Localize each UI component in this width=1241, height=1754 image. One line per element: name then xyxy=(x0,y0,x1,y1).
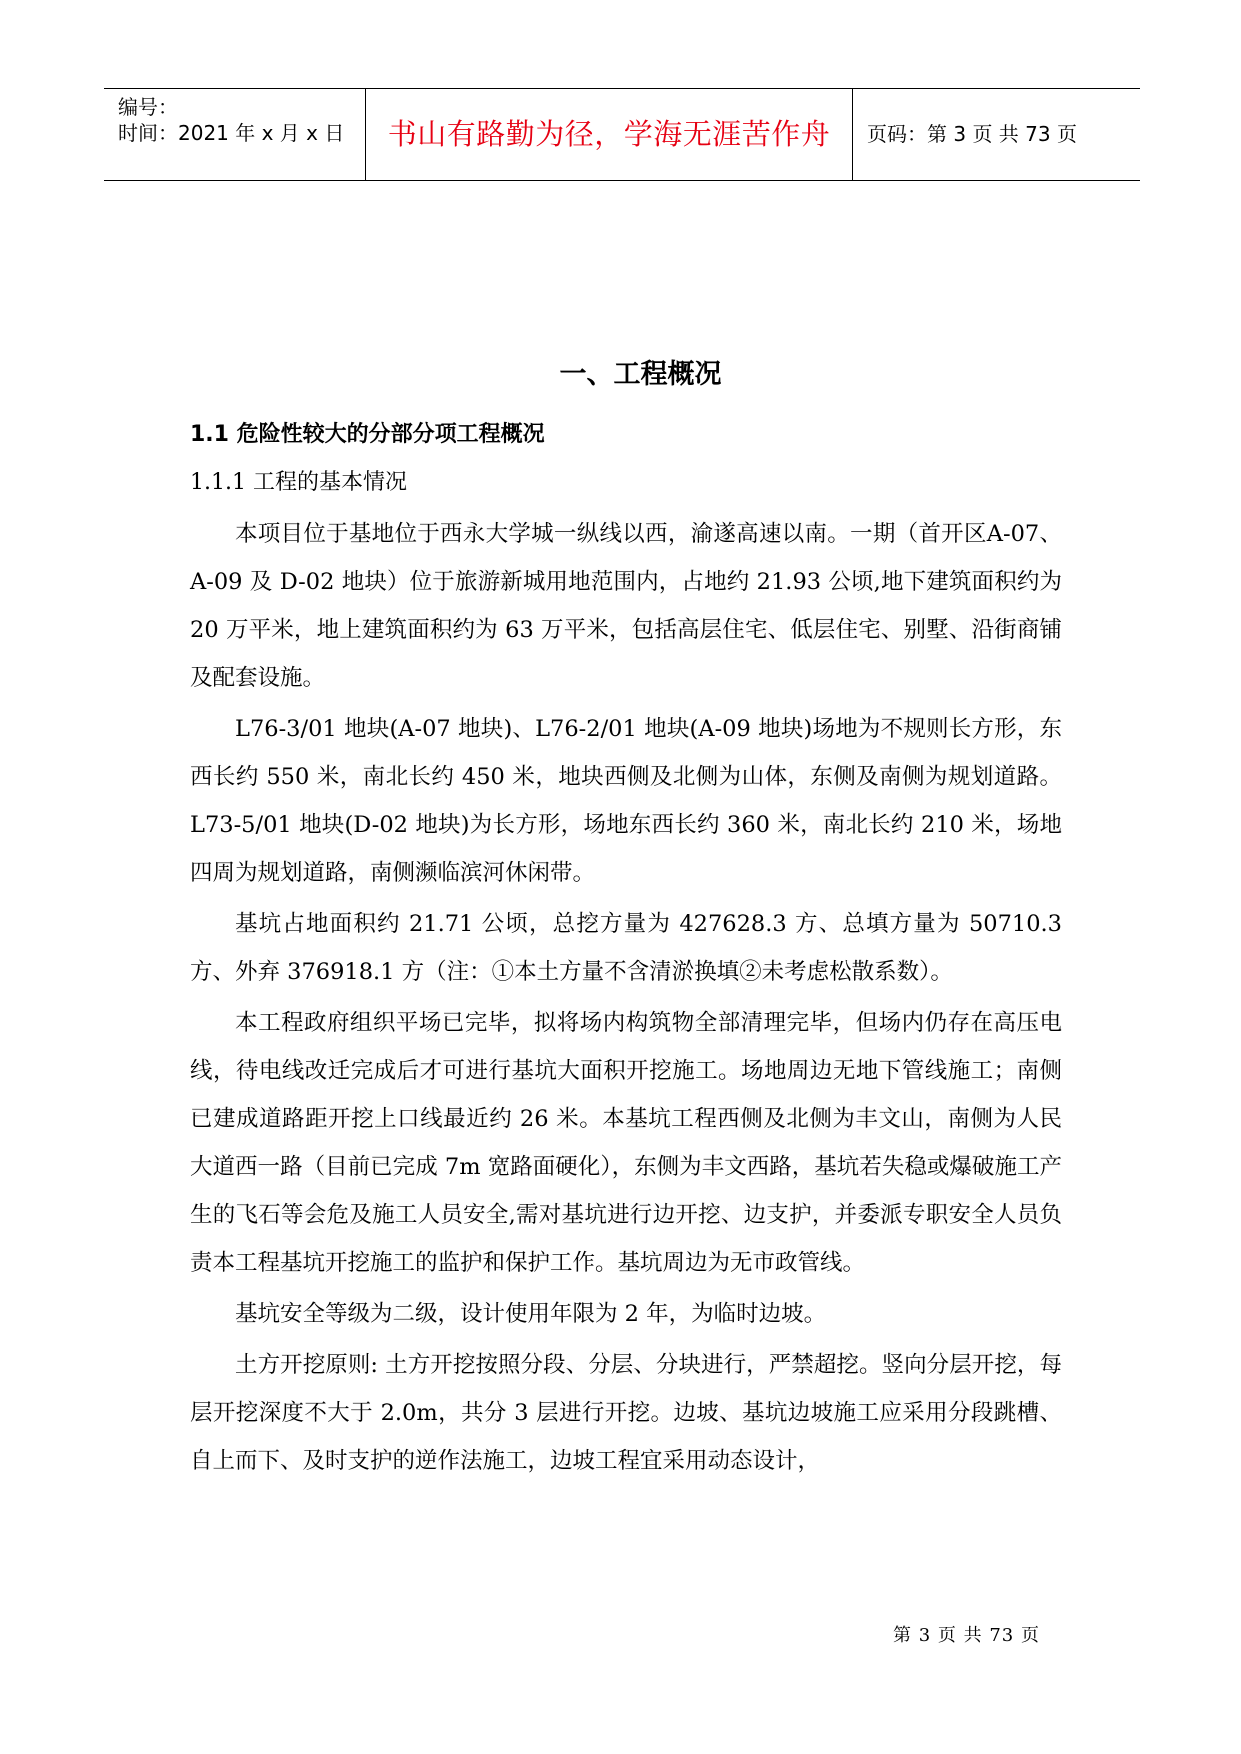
document-time-label: 时间：2021 年 x 月 x 日 xyxy=(118,121,345,145)
page-header xyxy=(104,88,1140,181)
paragraph: 本项目位于基地位于西永大学城一纵线以西，渝遂高速以南。一期（首开区A-07、A-09 及 D-02 地块）位于旅游新城用地范围内，占地约 21.93 公顷,地下建筑面积约为 20 万平米，地上建筑面积约为 63 万平米，包括高层住宅、低层住宅、别墅、沿街商铺及配套设施。 xyxy=(190,521,1062,691)
paragraph: 基坑占地面积约 21.71 公顷，总挖方量为 427628.3 方、总填方量为 50710.3 方、外弃 376918.1 方（注：①本土方量不含清淤换填②未考虑松散系数）。 xyxy=(190,911,1062,985)
paragraph: 土方开挖原则: 土方开挖按照分段、分层、分块进行，严禁超挖。竖向分层开挖，每层开挖深度不大于 2.0m，共分 3 层进行开挖。边坡、基坑边坡施工应采用分段跳槽、自上而下、及时支护的逆作法施工，边坡工程宜采用动态设计， xyxy=(190,1352,1062,1474)
document-body xyxy=(190,510,1062,1488)
document-number-label: 编号： xyxy=(118,95,178,119)
chapter-title: 一、工程概况 xyxy=(559,359,722,390)
paragraph: 本工程政府组织平场已完毕，拟将场内构筑物全部清理完毕，但场内仍存在高压电线，待电线改迁完成后才可进行基坑大面积开挖施工。场地周边无地下管线施工；南侧已建成道路距开挖上口线最近约 26 米。本基坑工程西侧及北侧为丰文山，南侧为人民大道西一路（目前已完成 7m 宽路面硬化），东侧为丰文西路，基坑若失稳或爆破施工产生的飞石等会危及施工人员安全,需对基坑进行边开挖、边支护，并委派专职安全人员负责本工程基坑开挖施工的监护和保护工作。基坑周边为无市政管线。 xyxy=(190,1010,1062,1276)
header-page-info: 页码：第 3 页 共 73 页 xyxy=(867,122,1077,146)
subsection-title: 1.1.1 工程的基本情况 xyxy=(190,470,407,495)
paragraph: L76-3/01 地块(A-07 地块)、L76-2/01 地块(A-09 地块)场地为不规则长方形，东西长约 550 米，南北长约 450 米，地块西侧及北侧为山体，东侧及南侧为规划道路。L73-5/01 地块(D-02 地块)为长方形，场地东西长约 360 米，南北长约 210 米，场地四周为规划道路，南侧濒临滨河休闲带。 xyxy=(190,716,1062,886)
page-footer: 第 3 页 共 73 页 xyxy=(893,1625,1040,1646)
section-title: 1.1 危险性较大的分部分项工程概况 xyxy=(190,422,545,447)
header-meta xyxy=(104,89,366,180)
header-motto: 书山有路勤为径，学海无涯苦作舟 xyxy=(366,89,853,180)
paragraph: 基坑安全等级为二级，设计使用年限为 2 年，为临时边坡。 xyxy=(235,1301,827,1327)
